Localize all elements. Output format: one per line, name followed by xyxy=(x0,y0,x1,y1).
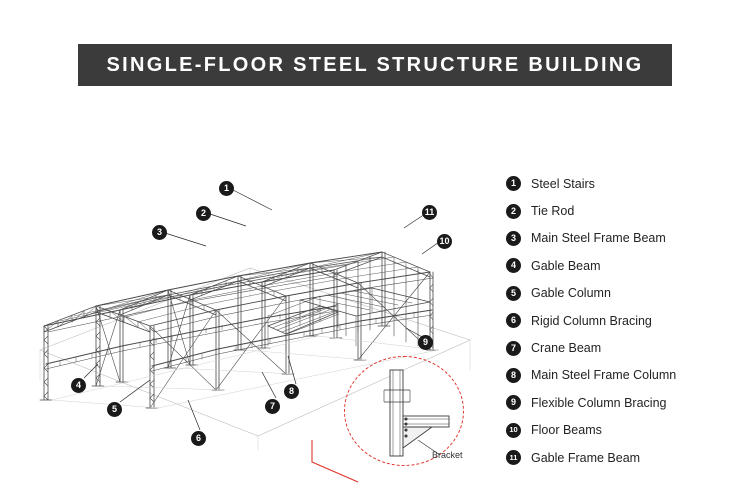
bracket-detail-callout xyxy=(344,356,472,474)
legend-item-10[interactable] xyxy=(506,417,742,444)
callout-marker-1[interactable]: 1 xyxy=(219,181,234,196)
legend-badge-2: 2 xyxy=(506,204,521,219)
legend-label-8: Main Steel Frame Column xyxy=(531,368,677,383)
callout-marker-11[interactable]: 11 xyxy=(422,205,437,220)
callout-marker-6[interactable]: 6 xyxy=(191,431,206,446)
title-banner xyxy=(78,44,672,86)
legend-label-11: Gable Frame Beam xyxy=(531,450,641,465)
legend-badge-11: 11 xyxy=(506,450,521,465)
legend-label-5: Gable Column xyxy=(531,286,611,301)
legend-item-9[interactable] xyxy=(506,389,742,416)
legend-item-7[interactable] xyxy=(506,334,742,361)
legend-badge-8: 8 xyxy=(506,368,521,383)
legend-badge-7: 7 xyxy=(506,341,521,356)
callout-marker-5[interactable]: 5 xyxy=(107,402,122,417)
legend-label-3: Main Steel Frame Beam xyxy=(531,231,666,246)
legend-badge-3: 3 xyxy=(506,231,521,246)
legend-item-2[interactable] xyxy=(506,197,742,224)
page-title: SINGLE-FLOOR STEEL STRUCTURE BUILDING xyxy=(106,53,644,76)
callout-marker-9[interactable]: 9 xyxy=(418,335,433,350)
legend-label-2: Tie Rod xyxy=(531,204,575,219)
callout-marker-4[interactable]: 4 xyxy=(71,378,86,393)
legend-badge-1: 1 xyxy=(506,176,521,191)
bracket-detail-label: Bracket xyxy=(432,450,463,460)
callout-marker-7[interactable]: 7 xyxy=(265,399,280,414)
legend-label-9: Flexible Column Bracing xyxy=(531,395,667,410)
callout-marker-2[interactable]: 2 xyxy=(196,206,211,221)
legend-item-4[interactable] xyxy=(506,252,742,279)
legend-label-4: Gable Beam xyxy=(531,258,601,273)
legend-item-6[interactable] xyxy=(506,307,742,334)
legend-badge-10: 10 xyxy=(506,423,521,438)
legend-badge-5: 5 xyxy=(506,286,521,301)
legend-item-8[interactable] xyxy=(506,362,742,389)
legend-label-1: Steel Stairs xyxy=(531,176,595,191)
legend xyxy=(506,170,742,471)
callout-marker-10[interactable]: 10 xyxy=(437,234,452,249)
legend-badge-4: 4 xyxy=(506,258,521,273)
callout-marker-3[interactable]: 3 xyxy=(152,225,167,240)
legend-item-1[interactable] xyxy=(506,170,742,197)
legend-item-3[interactable] xyxy=(506,225,742,252)
legend-item-11[interactable] xyxy=(506,444,742,471)
legend-label-7: Crane Beam xyxy=(531,341,602,356)
legend-label-6: Rigid Column Bracing xyxy=(531,313,652,328)
legend-badge-9: 9 xyxy=(506,395,521,410)
legend-item-5[interactable] xyxy=(506,280,742,307)
callout-marker-8[interactable]: 8 xyxy=(284,384,299,399)
legend-label-10: Floor Beams xyxy=(531,423,602,438)
legend-badge-6: 6 xyxy=(506,313,521,328)
